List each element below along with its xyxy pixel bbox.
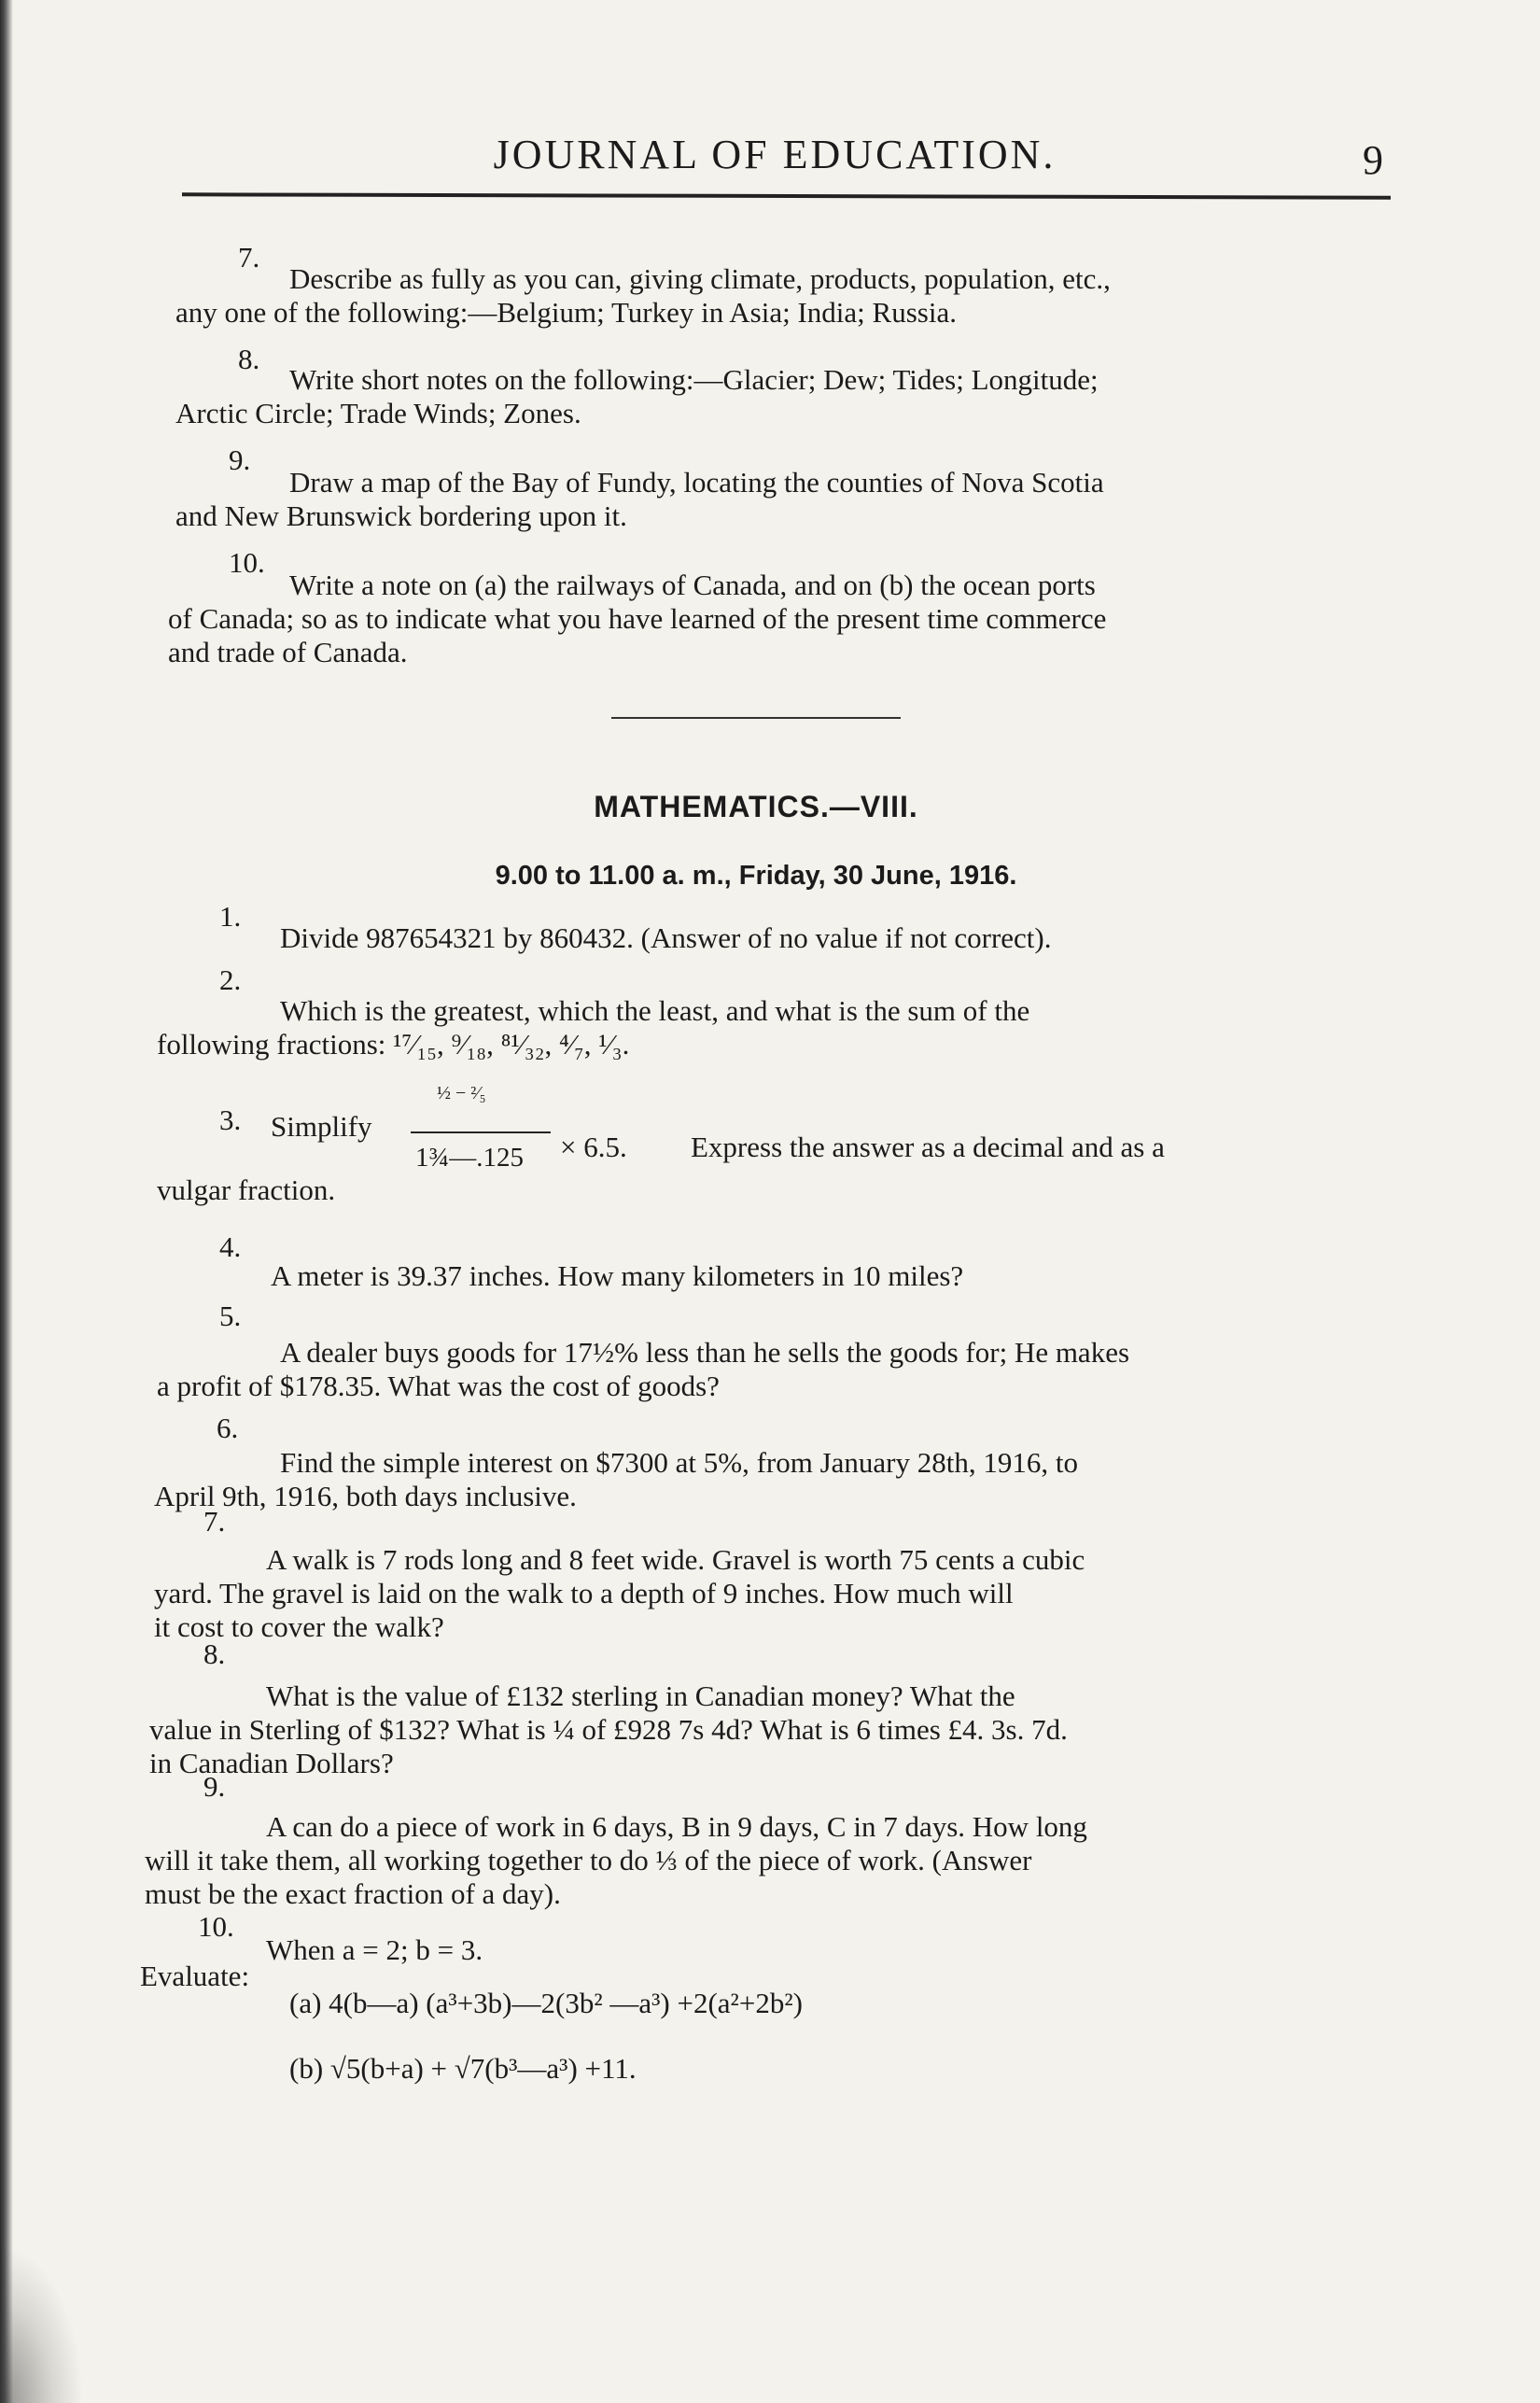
- question-text: Divide 987654321 by 860432. (Answer of no value if not correct).: [280, 921, 1052, 954]
- question-number: 4.: [219, 1230, 242, 1263]
- question-text: yard. The gravel is laid on the walk to a depth of 9 inches. How much will: [154, 1577, 1014, 1609]
- question-number: 7.: [238, 241, 260, 274]
- question-text: Draw a map of the Bay of Fundy, locating the counties of Nova Scotia: [289, 466, 1104, 499]
- section-divider: [611, 717, 901, 719]
- question-number: 9.: [229, 443, 251, 476]
- question-text: Describe as fully as you can, giving climate, products, population, etc.,: [289, 262, 1111, 295]
- question-text: a profit of $178.35. What was the cost of goods?: [157, 1370, 720, 1402]
- question-text: Which is the greatest, which the least, and what is the sum of the: [280, 994, 1030, 1027]
- simplify-label: Simplify: [271, 1110, 372, 1143]
- formula-part-b: (b) √5(b+a) + √7(b³—a³) +11.: [289, 2052, 637, 2085]
- question-number: 6.: [217, 1412, 239, 1444]
- evaluate-label: Evaluate:: [140, 1960, 250, 1992]
- times-factor: × 6.5.: [560, 1131, 627, 1163]
- question-text: and trade of Canada.: [168, 636, 408, 668]
- fraction-denominator: 1¾—.125: [415, 1143, 524, 1173]
- question-text: must be the exact fraction of a day).: [145, 1877, 561, 1910]
- formula-part-a: (a) 4(b—a) (a³+3b)—2(3b² —a³) +2(a²+2b²): [289, 1987, 803, 2019]
- fraction-bar: [411, 1131, 551, 1133]
- question-number: 8.: [203, 1637, 226, 1670]
- question-text: When a = 2; b = 3.: [266, 1933, 483, 1966]
- question-text: Express the answer as a decimal and as a: [691, 1131, 1165, 1163]
- question-number: 10.: [198, 1910, 234, 1943]
- question-number: 2.: [219, 963, 242, 996]
- question-text: in Canadian Dollars?: [149, 1747, 394, 1779]
- fraction-numerator: ½ − ²⁄₅: [437, 1083, 486, 1103]
- question-number: 7.: [203, 1505, 226, 1538]
- page-corner-shadow: [0, 2244, 84, 2403]
- question-text: April 9th, 1916, both days inclusive.: [154, 1480, 577, 1512]
- question-number: 8.: [238, 343, 260, 375]
- question-text: will it take them, all working together to do ⅓ of the piece of work. (Answer: [145, 1844, 1032, 1876]
- question-text: Write a note on (a) the railways of Canada, and on (b) the ocean ports: [289, 569, 1096, 601]
- question-text: of Canada; so as to indicate what you have learned of the present time commerce: [168, 602, 1107, 635]
- question-text: A dealer buys goods for 17½% less than he sells the goods for; He makes: [280, 1336, 1130, 1369]
- section-title: MATHEMATICS.—VIII.: [594, 790, 918, 823]
- question-text: it cost to cover the walk?: [154, 1610, 444, 1643]
- question-text: Write short notes on the following:—Glacier; Dew; Tides; Longitude;: [289, 363, 1099, 396]
- page-binding-edge: [0, 0, 13, 2403]
- question-number: 9.: [203, 1770, 226, 1803]
- journal-title: JOURNAL OF EDUCATION.: [493, 132, 1057, 177]
- question-text: following fractions: ¹⁷⁄₁₅, ⁹⁄₁₈, ⁸¹⁄₃₂, ⁴⁄₇, ¹⁄₃.: [157, 1028, 630, 1061]
- exam-schedule: 9.00 to 11.00 a. m., Friday, 30 June, 1916.: [495, 861, 1017, 891]
- question-number: 1.: [219, 900, 242, 933]
- page-number: 9: [1363, 137, 1383, 183]
- question-text: A walk is 7 rods long and 8 feet wide. Gravel is worth 75 cents a cubic: [266, 1543, 1085, 1576]
- question-text: A meter is 39.37 inches. How many kilometers in 10 miles?: [271, 1259, 964, 1292]
- question-text: any one of the following:—Belgium; Turkey in Asia; India; Russia.: [175, 296, 957, 329]
- question-number: 10.: [229, 546, 265, 579]
- question-text: Find the simple interest on $7300 at 5%, from January 28th, 1916, to: [280, 1446, 1078, 1479]
- question-number: 3.: [219, 1103, 242, 1136]
- question-text: vulgar fraction.: [157, 1173, 336, 1206]
- question-text: value in Sterling of $132? What is ¼ of £928 7s 4d? What is 6 times £4. 3s. 7d.: [149, 1713, 1068, 1746]
- question-number: 5.: [219, 1300, 242, 1332]
- question-text: A can do a piece of work in 6 days, B in 9 days, C in 7 days. How long: [266, 1810, 1087, 1843]
- question-text: What is the value of £132 sterling in Canadian money? What the: [266, 1679, 1015, 1712]
- question-text: and New Brunswick bordering upon it.: [175, 499, 627, 532]
- header-rule: [182, 192, 1391, 199]
- question-text: Arctic Circle; Trade Winds; Zones.: [175, 397, 581, 429]
